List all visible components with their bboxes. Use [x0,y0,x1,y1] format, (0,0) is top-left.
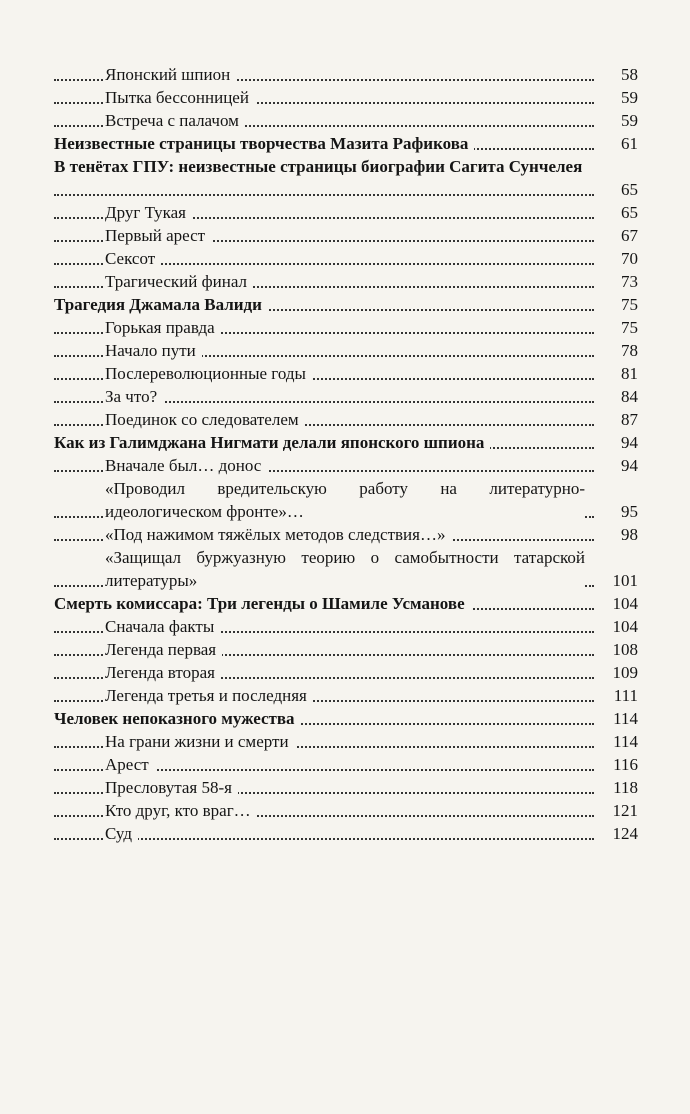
toc-entry-title: За что? [105,387,163,406]
toc-entry-page: 59 [615,109,638,132]
toc-entry-title: Послереволюционные годы [105,364,312,383]
toc-entry [54,684,638,707]
toc-entry-page: 98 [615,523,638,546]
toc-entry-page: 111 [608,684,638,707]
toc-entry-page: 104 [607,615,639,638]
toc-entry-title: «Проводил вредительскую работу на литературно-идеологическом фронте»… [105,479,585,521]
toc-entry [54,224,638,247]
table-of-contents [54,63,638,845]
leader-dots [54,194,594,196]
toc-entry [54,523,638,546]
toc-entry [54,362,638,385]
toc-entry-title: Горькая правда [105,318,221,337]
toc-entry-page: 78 [615,339,638,362]
toc-entry-title: Пресловутая 58-я [105,778,238,797]
toc-entry-page: 67 [615,224,638,247]
toc-entry-title: Начало пути [105,341,202,360]
toc-entry-title: На грани жизни и смерти [105,732,295,751]
toc-entry-title: Вначале был… донос [105,456,267,475]
toc-entry-page: 101 [607,569,639,592]
toc-entry-title: Поединок со следователем [105,410,305,429]
toc-entry [54,454,638,477]
toc-entry [54,109,638,132]
toc-entry-title: Легенда вторая [105,663,221,682]
toc-entry-page: 108 [607,638,639,661]
toc-entry [54,86,638,109]
toc-entry [54,546,638,592]
toc-entry [54,753,638,776]
toc-entry [54,270,638,293]
toc-section-page: 94 [615,431,638,454]
toc-entry [54,730,638,753]
toc-entry-page: 75 [615,316,638,339]
toc-entry-page: 87 [615,408,638,431]
toc-section [54,293,638,316]
toc-entry-title: «Под нажимом тяжёлых методов следствия…» [105,525,451,544]
toc-entry [54,776,638,799]
toc-entry-page: 65 [615,201,638,224]
toc-entry-title: Суд [105,824,138,843]
toc-section-page: 114 [607,707,638,730]
toc-section [54,132,638,155]
toc-entry [54,799,638,822]
toc-entry [54,385,638,408]
toc-section-title: В тенётах ГПУ: неизвестные страницы биографии Сагита Сунчелея [54,155,599,178]
toc-entry [54,201,638,224]
toc-section [54,592,638,615]
toc-entry-title: Кто друг, кто враг… [105,801,257,820]
toc-entry-page: 84 [615,385,638,408]
toc-section-title: Человек непоказного мужества [54,709,301,728]
toc-entry-page: 94 [615,454,638,477]
toc-entry [54,661,638,684]
toc-entry-page: 58 [615,63,638,86]
toc-entry-page: 118 [607,776,638,799]
toc-section-title: Как из Галимджана Нигмати делали японского шпиона [54,433,490,452]
toc-entry [54,339,638,362]
toc-entry-title: «Защищал буржуазную теорию о самобытности татарской литературы» [105,548,585,590]
toc-section [54,431,638,454]
toc-entry [54,316,638,339]
toc-section-title: Трагедия Джамала Валиди [54,295,268,314]
toc-entry [54,615,638,638]
toc-entry [54,822,638,845]
toc-entry-title: Легенда третья и последняя [105,686,313,705]
toc-section-title: Смерть комиссара: Три легенды о Шамиле Усманове [54,594,471,613]
toc-entry [54,638,638,661]
toc-entry-page: 114 [607,730,638,753]
toc-section [54,155,638,201]
toc-entry [54,247,638,270]
toc-entry-title: Легенда первая [105,640,222,659]
toc-section-page: 104 [607,592,639,615]
toc-entry-page: 95 [615,500,638,523]
toc-entry [54,63,638,86]
toc-entry-page: 81 [615,362,638,385]
toc-entry-title: Трагический финал [105,272,253,291]
toc-section-page: 75 [615,293,638,316]
toc-entry [54,477,638,523]
toc-entry-page: 121 [607,799,639,822]
toc-entry-title: Сначала факты [105,617,220,636]
toc-entry-page: 116 [607,753,638,776]
toc-entry [54,408,638,431]
toc-entry-title: Друг Тукая [105,203,192,222]
toc-entry-title: Сексот [105,249,161,268]
toc-entry-page: 124 [607,822,639,845]
toc-entry-title: Арест [105,755,155,774]
toc-section-page: 61 [615,132,638,155]
toc-entry-page: 70 [615,247,638,270]
toc-entry-title: Первый арест [105,226,211,245]
toc-entry-page: 109 [607,661,639,684]
toc-entry-page: 59 [615,86,638,109]
toc-entry-title: Встреча с палачом [105,111,245,130]
toc-section-page: 65 [615,178,638,201]
toc-section-title: Неизвестные страницы творчества Мазита Рафикова [54,134,474,153]
toc-entry-title: Японский шпион [105,65,236,84]
toc-entry-page: 73 [615,270,638,293]
toc-entry-title: Пытка бессонницей [105,88,255,107]
toc-section [54,707,638,730]
